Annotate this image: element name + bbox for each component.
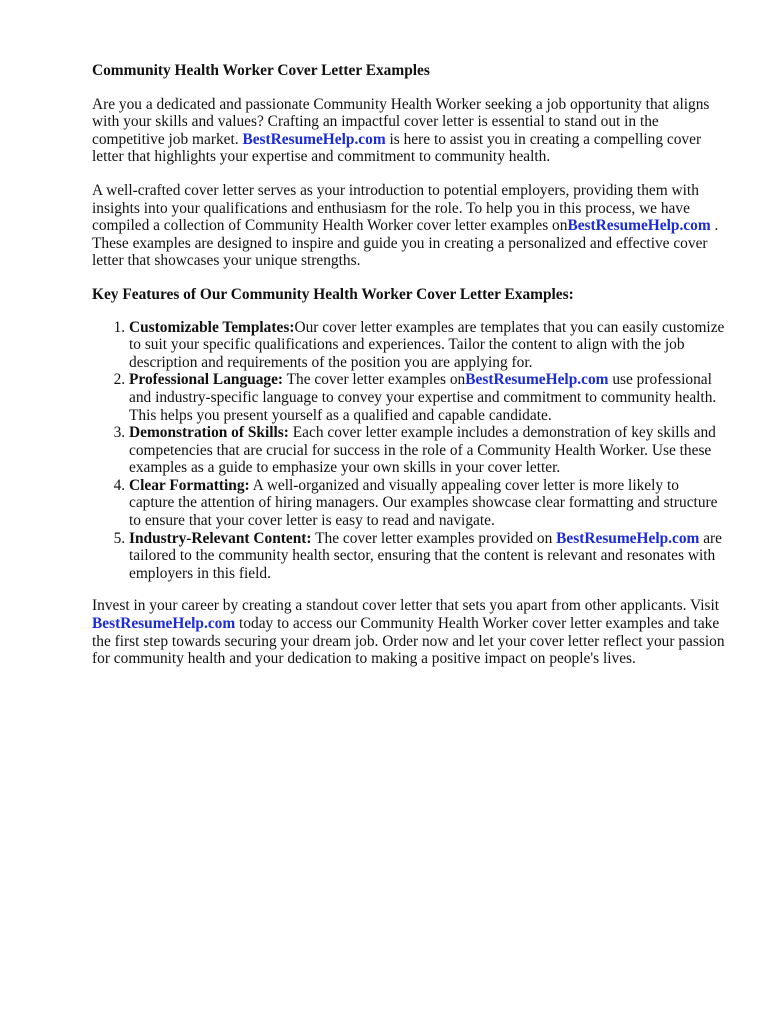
closing-text-end: today to access our Community Health Worker cover letter examples and take the first step towards securing your dream job. Order now and let your cover letter reflect your passion for community health and your dedication to making a positive impact on people's lives. bbox=[92, 615, 725, 668]
second-text-end: . These examples are designed to inspire and guide you in creating a personalized and effective cover letter that showcases your unique strengths. bbox=[92, 217, 719, 270]
intro-text-start: Are you a dedicated and passionate Community Health Worker seeking a job opportunity that aligns with your skills and values? Crafting an impactful cover letter is essential to stand out in the competitive job market. bbox=[92, 95, 710, 148]
feature-title: Clear Formatting: bbox=[129, 476, 250, 494]
feature-text-end: are tailored to the community health sector, ensuring that the content is relevant and resonates with employers in this field. bbox=[129, 529, 722, 582]
list-item bbox=[129, 530, 728, 583]
feature-title: Professional Language: bbox=[129, 371, 284, 389]
feature-text: Our cover letter examples are templates that you can easily customize to suit your specific qualifications and experiences. Tailor the content to align with the job description and requirements of the position you are applying for. bbox=[129, 318, 725, 371]
closing-text-start: Invest in your career by creating a standout cover letter that sets you apart from other applicants. Visit bbox=[92, 597, 720, 615]
feature-text-start: The cover letter examples on bbox=[283, 371, 466, 389]
feature-title: Industry-Relevant Content: bbox=[129, 529, 312, 547]
features-list bbox=[92, 319, 728, 583]
document-title: Community Health Worker Cover Letter Examples bbox=[92, 62, 430, 79]
feature-text-start: The cover letter examples provided on bbox=[311, 529, 557, 547]
feature-title: Demonstration of Skills: bbox=[129, 424, 289, 442]
list-item bbox=[129, 424, 728, 477]
list-item bbox=[129, 477, 728, 530]
closing-paragraph bbox=[92, 597, 728, 667]
second-paragraph bbox=[92, 182, 728, 270]
second-text-start: A well-crafted cover letter serves as your introduction to potential employers, providing them with insights into your qualifications and enthusiasm for the role. To help you in this process, we have compiled a collection of Community Health Worker cover letter examples on bbox=[92, 181, 699, 235]
feature-text: A well-organized and visually appealing cover letter is more likely to capture the attention of hiring managers. Our examples showcase clear formatting and structure to ensure that your cover letter is easy to read and navigate. bbox=[129, 476, 718, 530]
second-link[interactable]: BestResumeHelp.com bbox=[567, 217, 711, 235]
intro-text-end: is here to assist you in creating a compelling cover letter that highlights your expertise and commitment to community health. bbox=[92, 130, 702, 166]
feature-link[interactable]: BestResumeHelp.com bbox=[556, 529, 700, 547]
intro-link[interactable]: BestResumeHelp.com bbox=[242, 130, 386, 148]
list-item bbox=[129, 371, 728, 424]
features-heading: Key Features of Our Community Health Worker Cover Letter Examples: bbox=[92, 285, 574, 303]
list-item bbox=[129, 319, 728, 372]
document-page bbox=[92, 62, 728, 684]
closing-link[interactable]: BestResumeHelp.com bbox=[92, 615, 236, 633]
feature-link[interactable]: BestResumeHelp.com bbox=[465, 371, 609, 389]
feature-text-end: use professional and industry-specific language to convey your expertise and commitment to community health. This helps you present yourself as a qualified and capable candidate. bbox=[129, 371, 717, 424]
feature-text: Each cover letter example includes a demonstration of key skills and competencies that are crucial for success in the role of a Community Health Worker. Use these examples as a guide to emphasize your own skills in your cover letter. bbox=[129, 424, 716, 477]
feature-title: Customizable Templates: bbox=[129, 318, 295, 336]
intro-paragraph bbox=[92, 96, 728, 166]
